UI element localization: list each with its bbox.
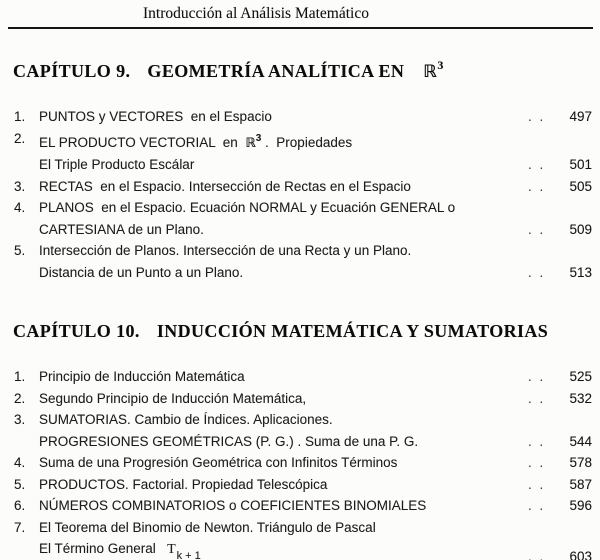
page-ref	[528, 176, 592, 198]
page-number: 596	[569, 498, 592, 513]
chapter-9-heading	[13, 54, 600, 83]
item-title: RECTAS en el Espacio. Intersección de Rectas en el Espacio	[39, 178, 411, 194]
dots-leader: . .	[528, 549, 546, 560]
dots-leader: . .	[528, 109, 546, 124]
item-title: NÚMEROS COMBINATORIOS o COEFICIENTES BINOMIALES	[39, 498, 427, 513]
item-title: El Teorema del Binomio de Newton. Triángulo de Pascal El Término General $T_{k + 1}$	[39, 519, 376, 560]
toc-item	[0, 388, 600, 410]
item-title: PLANOS en el Espacio. Ecuación NORMAL y Ecuación GENERAL o CARTESIANA de un Plano.	[39, 200, 456, 237]
item-subtitle: El Término General $T_{k + 1}$	[39, 541, 201, 560]
dots-leader: . .	[528, 476, 546, 492]
page-number: 497	[569, 109, 592, 124]
item-number: 2.	[14, 390, 26, 406]
dots-leader: . .	[528, 455, 546, 470]
page-ref	[528, 546, 592, 560]
page-ref	[528, 366, 592, 388]
page-ref	[528, 106, 592, 128]
r3-symbol: ℝ$^3$	[245, 132, 262, 151]
toc-item	[0, 495, 600, 517]
item-number: 4.	[14, 455, 26, 470]
chapter-9-number: CAPÍTULO 9.	[13, 61, 131, 81]
chapter-10-number: CAPÍTULO 10.	[13, 321, 140, 341]
toc-item	[0, 452, 600, 474]
item-subtitle: El Triple Producto Escálar	[39, 157, 195, 172]
page-number: 603	[569, 549, 592, 560]
header-divider-rule	[8, 27, 593, 29]
dots-leader: . .	[528, 157, 546, 172]
item-number: 5.	[14, 476, 26, 492]
term-symbol: T	[167, 542, 176, 557]
page-number: 505	[569, 178, 592, 194]
dots-leader: . .	[528, 221, 546, 237]
page-number: 509	[569, 221, 592, 237]
page-ref	[528, 219, 592, 241]
toc-item	[0, 106, 600, 128]
item-number: 3.	[14, 178, 26, 194]
item-title: SUMATORIAS. Cambio de Índices. Aplicaciones. PROGRESIONES GEOMÉTRICAS (P. G.) . Suma de una P. G.	[39, 412, 419, 449]
toc-item	[0, 176, 600, 198]
item-number: 6.	[14, 498, 26, 513]
dots-leader: . .	[528, 390, 546, 406]
page-number: 513	[569, 264, 592, 280]
page-ref	[528, 495, 592, 517]
page-number: 501	[569, 157, 592, 172]
item-title: EL PRODUCTO VECTORIAL en ℝ$^3$ . Propiedades El Triple Producto Escálar	[39, 132, 353, 172]
item-title: PUNTOS y VECTORES en el Espacio	[39, 109, 272, 124]
chapter-9-item-list	[0, 106, 600, 283]
dots-leader: . .	[528, 264, 546, 280]
item-subtitle: PROGRESIONES GEOMÉTRICAS (P. G.) . Suma de una P. G.	[39, 433, 419, 449]
chapter-10-heading	[13, 320, 600, 342]
item-title: Suma de una Progresión Geométrica con Infinitos Términos	[39, 455, 398, 470]
item-subtitle: CARTESIANA de un Plano.	[39, 221, 204, 237]
item-subtitle: Distancia de un Punto a un Plano.	[39, 264, 244, 280]
chapter-10-title: INDUCCIÓN MATEMÁTICA Y SUMATORIAS	[156, 321, 549, 341]
dots-leader: . .	[528, 433, 546, 449]
toc-item	[0, 474, 600, 496]
page-ref	[528, 452, 592, 474]
page-ref	[528, 431, 592, 453]
item-title: Principio de Inducción Matemática	[39, 369, 245, 384]
toc-item	[0, 517, 600, 560]
item-number: 7.	[14, 519, 26, 535]
page-ref	[528, 262, 592, 284]
toc-item	[0, 366, 600, 388]
item-number: 4.	[14, 200, 26, 215]
dots-leader: . .	[528, 178, 546, 194]
toc-item	[0, 240, 600, 283]
toc-item	[0, 197, 600, 240]
item-number: 5.	[14, 243, 26, 258]
page-ref	[528, 388, 592, 410]
item-title: Segundo Principio de Inducción Matemática,	[39, 390, 307, 406]
item-number: 2.	[14, 130, 26, 146]
chapter-10-item-list	[0, 366, 600, 560]
dots-leader: . .	[528, 498, 546, 513]
page-number: 525	[569, 369, 592, 384]
running-head-title: Introducción al Análisis Matemático	[143, 5, 369, 22]
dots-leader: . .	[528, 369, 546, 384]
page-number: 578	[569, 455, 592, 470]
item-title: PRODUCTOS. Factorial. Propiedad Telescópica	[39, 476, 328, 492]
item-number: 1.	[14, 369, 26, 384]
page-ref	[528, 154, 592, 176]
item-title: Intersección de Planos. Intersección de una Recta y un Plano. Distancia de un Punto a un Plano.	[39, 243, 412, 280]
toc-item	[0, 409, 600, 452]
page-ref	[528, 474, 592, 496]
r3-symbol: ℝ$^3$	[423, 58, 444, 82]
item-number: 3.	[14, 412, 26, 427]
chapter-9-title: GEOMETRÍA ANALÍTICA EN	[147, 61, 405, 81]
page-number: 532	[569, 390, 592, 406]
term-subscript: k + 1	[176, 550, 201, 560]
item-number: 1.	[14, 109, 26, 124]
page-number: 587	[569, 476, 592, 492]
toc-item	[0, 128, 600, 176]
page-number: 544	[569, 433, 592, 449]
